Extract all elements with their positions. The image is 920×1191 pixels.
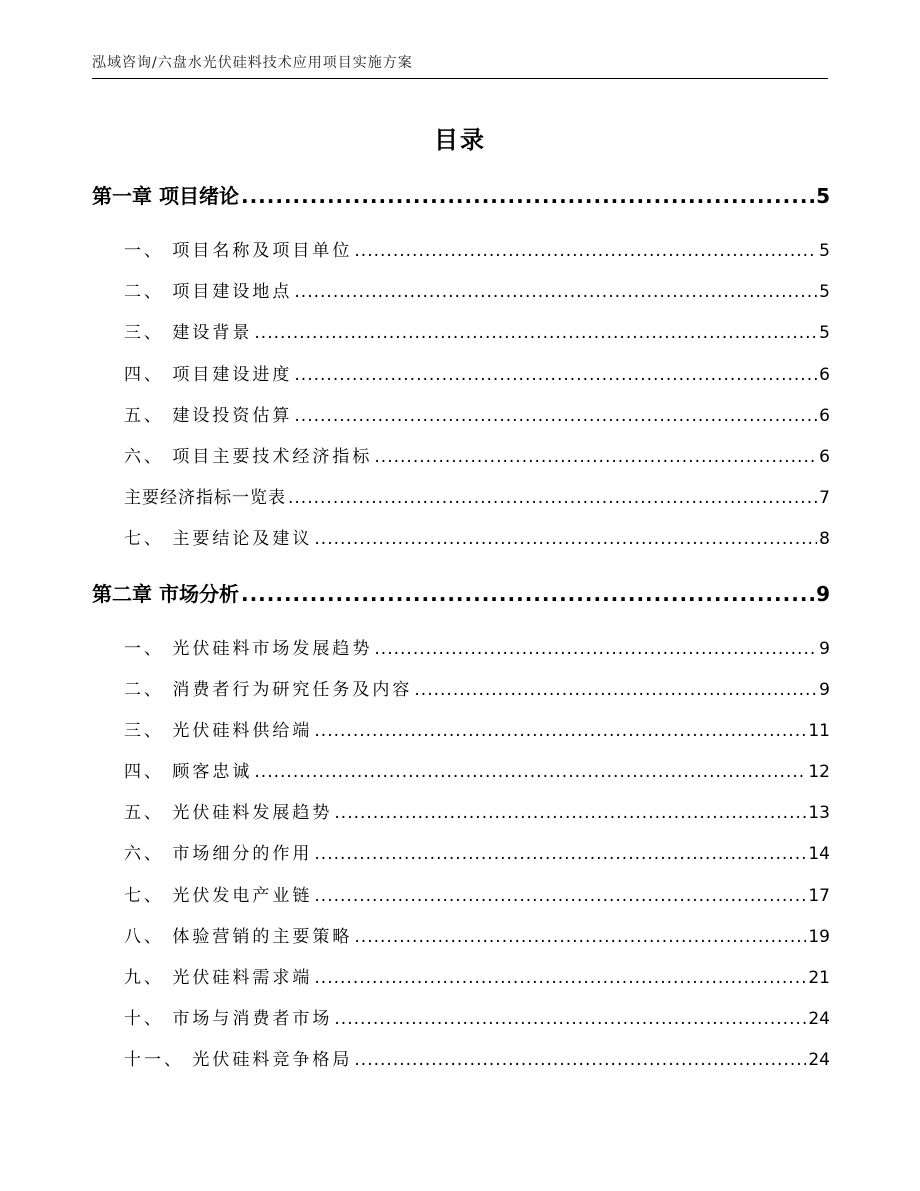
- toc-leader: [354, 927, 806, 947]
- toc-leader: [314, 529, 817, 549]
- toc-chapter-2[interactable]: [92, 578, 830, 620]
- toc-entry[interactable]: [92, 236, 830, 277]
- toc-label: 一、 项目名称及项目单位: [124, 241, 353, 261]
- toc-entry[interactable]: [92, 798, 830, 839]
- toc-label: 二、 消费者行为研究任务及内容: [124, 679, 413, 700]
- toc-label: 四、 顾客忠诚: [124, 762, 253, 783]
- toc-leader: [294, 282, 817, 302]
- toc-chapter-1[interactable]: [92, 180, 830, 222]
- toc-label: 二、 项目建设地点: [124, 282, 293, 303]
- toc-page-number: 5: [819, 282, 830, 303]
- toc-entry[interactable]: [92, 524, 830, 565]
- toc-label: 五、 建设投资估算: [124, 405, 293, 426]
- toc-entry[interactable]: [92, 442, 830, 483]
- toc-entry[interactable]: [92, 716, 830, 757]
- toc-label: 四、 项目建设进度: [124, 364, 293, 385]
- toc-page-number: 5: [819, 323, 830, 344]
- toc-entry[interactable]: [92, 634, 830, 675]
- toc-leader: [334, 803, 806, 823]
- header-rule: [92, 78, 828, 79]
- toc-leader: [354, 1050, 806, 1070]
- toc-entry[interactable]: [92, 839, 830, 880]
- toc-page-number: 5: [816, 184, 830, 208]
- toc-page-number: 6: [819, 364, 830, 385]
- toc-page-number: 13: [808, 803, 830, 824]
- toc-leader: [414, 680, 817, 700]
- toc-label: 九、 光伏硅料需求端: [124, 968, 313, 988]
- toc-page-number: 19: [808, 926, 830, 947]
- table-of-contents: [92, 180, 830, 1087]
- running-header: 泓域咨询/六盘水光伏硅料技术应用项目实施方案: [92, 55, 413, 71]
- toc-entry[interactable]: [92, 1045, 830, 1086]
- toc-label: 六、 市场细分的作用: [124, 844, 313, 865]
- toc-leader: [294, 365, 817, 385]
- toc-label: 主要经济指标一览表: [124, 488, 286, 509]
- toc-leader: [354, 241, 817, 261]
- toc-leader: [288, 488, 817, 508]
- toc-label: 第一章 项目绪论: [92, 184, 239, 208]
- toc-entry[interactable]: [92, 483, 830, 524]
- toc-leader: [374, 447, 817, 467]
- toc-label: 八、 体验营销的主要策略: [124, 926, 353, 947]
- toc-page-number: 14: [808, 844, 830, 865]
- toc-leader: [334, 1009, 806, 1029]
- toc-page-number: 6: [819, 405, 830, 426]
- toc-page-number: 24: [808, 1009, 830, 1030]
- toc-leader: [254, 323, 817, 343]
- toc-label: 七、 光伏发电产业链: [124, 885, 313, 906]
- toc-label: 十、 市场与消费者市场: [124, 1009, 333, 1030]
- toc-leader: [241, 582, 814, 606]
- toc-leader: [314, 968, 806, 988]
- toc-page-number: 12: [808, 762, 830, 783]
- toc-label: 七、 主要结论及建议: [124, 529, 313, 550]
- toc-label: 六、 项目主要技术经济指标: [124, 446, 373, 467]
- toc-label: 十一、 光伏硅料竞争格局: [124, 1050, 353, 1071]
- toc-page-number: 5: [819, 241, 830, 261]
- toc-entry[interactable]: [92, 922, 830, 963]
- toc-page-number: 9: [819, 638, 830, 659]
- toc-label: 三、 建设背景: [124, 323, 253, 344]
- toc-leader: [241, 184, 814, 208]
- toc-label: 一、 光伏硅料市场发展趋势: [124, 638, 373, 659]
- toc-entry[interactable]: [92, 1004, 830, 1045]
- toc-label: 三、 光伏硅料供给端: [124, 720, 313, 741]
- toc-leader: [314, 844, 806, 864]
- toc-page-number: 17: [808, 885, 830, 906]
- toc-page-number: 6: [819, 446, 830, 467]
- toc-entry[interactable]: [92, 675, 830, 716]
- page-title: 目录: [434, 126, 486, 154]
- toc-page-number: 21: [808, 968, 830, 988]
- toc-entry[interactable]: [92, 963, 830, 1004]
- toc-entry[interactable]: [92, 757, 830, 798]
- toc-leader: [254, 762, 806, 782]
- toc-page-number: 7: [819, 488, 830, 509]
- toc-page-number: 24: [808, 1050, 830, 1071]
- toc-leader: [374, 639, 817, 659]
- toc-label: 第二章 市场分析: [92, 581, 239, 606]
- toc-page-number: 9: [819, 679, 830, 700]
- toc-entry[interactable]: [92, 277, 830, 318]
- toc-label: 五、 光伏硅料发展趋势: [124, 803, 333, 824]
- toc-entry[interactable]: [92, 401, 830, 442]
- toc-entry[interactable]: [92, 881, 830, 922]
- toc-leader: [314, 721, 806, 741]
- toc-leader: [294, 406, 817, 426]
- toc-leader: [314, 886, 806, 906]
- toc-page-number: 8: [819, 529, 830, 550]
- toc-page-number: 11: [808, 720, 830, 741]
- toc-page-number: 9: [816, 581, 830, 606]
- toc-entry[interactable]: [92, 318, 830, 359]
- toc-entry[interactable]: [92, 360, 830, 401]
